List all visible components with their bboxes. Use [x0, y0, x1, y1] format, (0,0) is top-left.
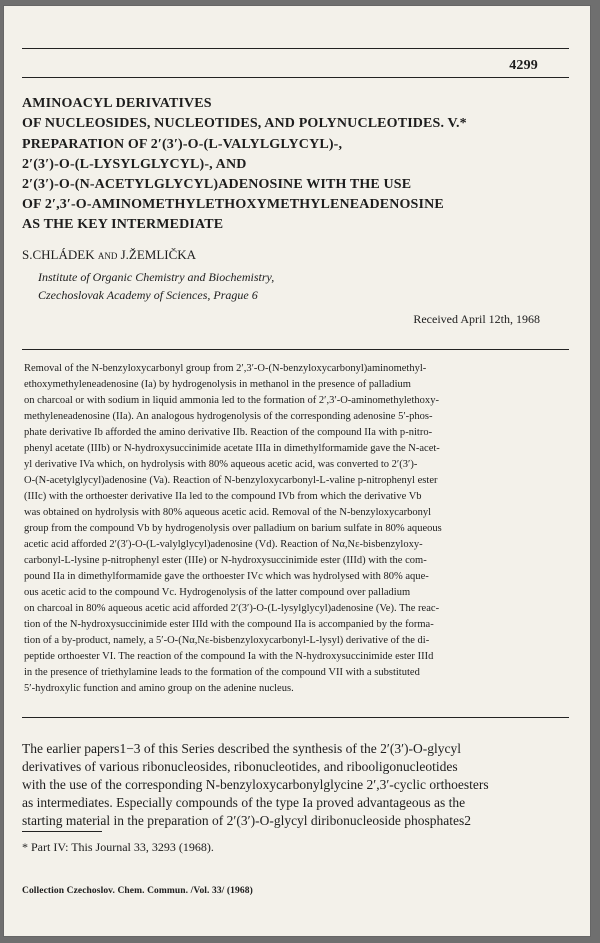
- abstract-bottom-rule: [22, 717, 569, 718]
- abstract-line-18: tion of a by-product, namely, a 5′-O-(Nα,Nε-bisbenzyloxycarbonyl-L-lysyl) derivative of the di-: [24, 635, 430, 646]
- abstract-line-6: phenyl acetate (IIIb) or N-hydroxysuccinimide acetate IIIa in dimethylformamide gave the N-acet-: [24, 443, 440, 454]
- title-line-7: AS THE KEY INTERMEDIATE: [22, 217, 224, 232]
- body-line-3: with the use of the corresponding N-benzyloxycarbonylglycine 2′,3′-cyclic orthoesters: [22, 777, 489, 792]
- affiliation-line-1: Institute of Organic Chemistry and Biochemistry,: [38, 270, 275, 284]
- affiliation-line-2: Czechoslovak Academy of Sciences, Prague 6: [38, 288, 258, 302]
- abstract-line-12: acetic acid afforded 2′(3′)-O-(L-valylglycyl)adenosine (Vd). Reaction of Nα,Nε-bisbenzyloxy-: [24, 539, 423, 550]
- abstract-line-5: phate derivative Ib afforded the amino derivative IIb. Reaction of the compound IIa with p-nitro-: [24, 427, 433, 438]
- authors: S.CHLÁDEK and J.ŽEMLIČKA: [22, 247, 197, 262]
- journal-footer: Collection Czechoslov. Chem. Commun. /Vol. 33/ (1968): [22, 886, 253, 896]
- abstract-line-14: pound IIa in dimethylformamide gave the orthoester IVc which was hydrolysed with 80% aque-: [24, 571, 429, 582]
- abstract-line-20: in the presence of triethylamine leads to the formation of the compound VII with a substituted: [24, 667, 420, 678]
- body-line-1: The earlier papers1−3 of this Series described the synthesis of the 2′(3′)-O-glycyl: [22, 741, 462, 756]
- footnote: * Part IV: This Journal 33, 3293 (1968).: [22, 840, 214, 854]
- title-line-3: PREPARATION OF 2′(3′)-O-(L-VALYLGLYCYL)-,: [22, 137, 343, 152]
- page-number: 4299: [509, 58, 538, 73]
- header-rule: [22, 77, 569, 78]
- footnote-rule: [22, 831, 102, 832]
- abstract-line-1: Removal of the N-benzyloxycarbonyl group from 2′,3′-O-(N-benzyloxycarbonyl)aminomethyl-: [24, 363, 427, 374]
- abstract-line-8: O-(N-acetylglycyl)adenosine (Va). Reaction of N-benzyloxycarbonyl-L-valine p-nitrophenyl ester: [24, 475, 438, 486]
- title-line-2: OF NUCLEOSIDES, NUCLEOTIDES, AND POLYNUCLEOTIDES. V.*: [22, 116, 467, 131]
- abstract-line-3: on charcoal or with sodium in liquid ammonia led to the formation of 2′,3′-O-aminomethylethoxy-: [24, 395, 439, 406]
- abstract-line-21: 5′-hydroxylic function and amino group on the adenine nucleus.: [24, 683, 294, 694]
- body-line-2: derivatives of various ribonucleosides, ribonucleotides, and ribooligonucleotides: [22, 759, 458, 774]
- title-line-1: AMINOACYL DERIVATIVES: [22, 96, 212, 111]
- received-date: Received April 12th, 1968: [413, 312, 540, 326]
- abstract-line-17: tion of the N-hydroxysuccinimide ester IIId with the compound IIa is accompanied by the forma-: [24, 619, 434, 630]
- body-line-5: starting material in the preparation of 2′(3′)-O-glycyl diribonucleoside phosphates2: [22, 813, 472, 828]
- title-line-4: 2′(3′)-O-(L-LYSYLGLYCYL)-, AND: [22, 157, 247, 172]
- journal-page: [4, 6, 590, 936]
- body-line-4: as intermediates. Especially compounds of the type Ia proved advantageous as the: [22, 795, 466, 810]
- abstract-line-10: was obtained on hydrolysis with 80% aqueous acetic acid. Removal of the N-benzyloxycarbonyl: [24, 507, 432, 518]
- abstract-line-15: ous acetic acid to the compound Vc. Hydrogenolysis of the latter compound over palladium: [24, 587, 411, 598]
- abstract-line-11: group from the compound Vb by hydrogenolysis over palladium on barium sulfate in 80% aqueous: [24, 523, 442, 534]
- abstract-line-16: on charcoal in 80% aqueous acetic acid afforded 2′(3′)-O-(L-lysylglycyl)adenosine (Ve). The reac-: [24, 603, 440, 614]
- abstract-top-rule: [22, 349, 569, 350]
- abstract-line-4: methyleneadenosine (IIa). An analogous hydrogenolysis of the corresponding adenosine 5′-phos-: [24, 411, 433, 422]
- abstract-line-7: yl derivative IVa which, on hydrolysis with 80% aqueous acetic acid, was converted to 2′(3′)-: [24, 459, 418, 470]
- top-rule: [22, 48, 569, 49]
- title-line-5: 2′(3′)-O-(N-ACETYLGLYCYL)ADENOSINE WITH THE USE: [22, 177, 412, 192]
- title-line-6: OF 2′,3′-O-AMINOMETHYLETHOXYMETHYLENEADENOSINE: [22, 197, 444, 212]
- abstract-line-19: peptide orthoester VI. The reaction of the compound Ia with the N-hydroxysuccinimide ester IIId: [24, 651, 434, 662]
- abstract-line-13: carbonyl-L-lysine p-nitrophenyl ester (IIIe) or N-hydroxysuccinimide ester (IIId) with the com-: [24, 555, 427, 566]
- abstract-line-9: (IIIc) with the orthoester derivative IIa led to the compound IVb from which the derivative Vb: [24, 491, 422, 502]
- abstract-line-2: ethoxymethyleneadenosine (Ia) by hydrogenolysis in methanol in the presence of palladium: [24, 379, 411, 390]
